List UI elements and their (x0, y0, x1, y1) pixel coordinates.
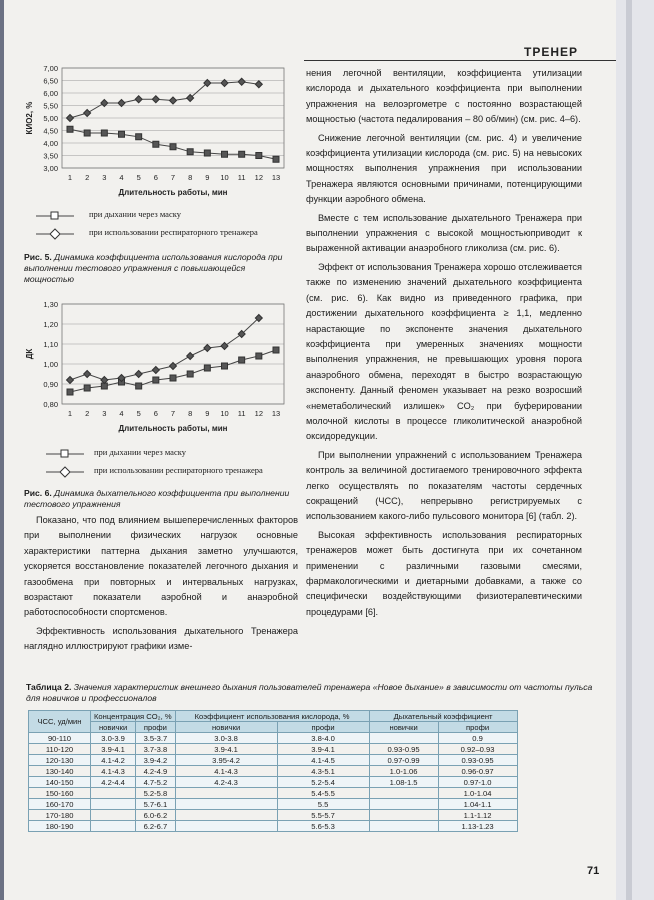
y-tick-label: 1,20 (43, 320, 58, 329)
x-tick-label: 12 (254, 409, 264, 418)
th-novice: новички (369, 722, 438, 733)
x-tick-label: 4 (119, 409, 124, 418)
table-cell: 4.2-4.9 (136, 766, 175, 777)
x-axis-label: Длительность работы, мин (118, 424, 228, 433)
data-point-diamond (221, 343, 228, 350)
fig6-caption: Рис. 6. Динамика дыхательного коэффициента при выполнении тестового упражнения (24, 488, 290, 509)
right-paragraph: Вместе с тем использование дыхательного Тренажера при выполнении упражнения с высокой мощностьюприводит к выраженной активации анаэробного гликолиза (см. рис. 6). (306, 212, 582, 254)
table-cell-hr: 160-170 (29, 799, 91, 810)
header-rule (304, 60, 616, 61)
x-tick-label: 1 (67, 173, 73, 182)
table-cell: 1.0-1.04 (438, 788, 517, 799)
table-cell: 5.2-5.4 (277, 777, 369, 788)
next-page-edge (616, 0, 654, 900)
table-cell: 6.0-6.2 (136, 810, 175, 821)
x-tick-label: 2 (85, 173, 90, 182)
table-cell: 3.9-4.1 (175, 744, 277, 755)
data-point-square (153, 377, 159, 383)
y-tick-label: 4,50 (43, 126, 58, 136)
table-cell (369, 821, 438, 832)
table-cell: 3.0-3.9 (91, 733, 136, 744)
y-tick-label: 0,90 (43, 380, 58, 389)
data-point-diamond (152, 367, 159, 374)
table-cell: 4.2-4.4 (91, 777, 136, 788)
table-cell: 0.96-0.97 (438, 766, 517, 777)
table-cell: 3.0-3.8 (175, 733, 277, 744)
y-tick-label: 1,10 (43, 340, 58, 349)
right-column-text (306, 66, 582, 623)
chart-fig5 (22, 60, 294, 205)
data-point-square (273, 347, 279, 353)
table-cell: 4.1-4.3 (175, 766, 277, 777)
left-paragraph: Эффективность использования дыхательного Тренажера наглядно иллюстрируют графики изме- (24, 625, 298, 652)
chart-fig6 (22, 296, 294, 441)
table-body (29, 733, 518, 832)
table-cell (91, 821, 136, 832)
table-cell: 4.1-4.5 (277, 755, 369, 766)
table-cell-hr: 110-120 (29, 744, 91, 755)
x-tick-label: 6 (153, 409, 158, 418)
table-cell (369, 810, 438, 821)
th-pro: профи (277, 722, 369, 733)
table-cell: 4.2-4.3 (175, 777, 277, 788)
data-point-diamond (152, 96, 159, 103)
data-point-square (256, 353, 262, 359)
data-table (28, 710, 518, 832)
data-point-square (170, 375, 176, 381)
x-tick-label: 3 (102, 409, 107, 418)
data-point-diamond (170, 97, 177, 104)
data-point-diamond (67, 115, 74, 122)
x-tick-label: 8 (188, 173, 193, 182)
table-cell-hr: 150-160 (29, 788, 91, 799)
data-point-square (84, 385, 90, 391)
fig6-legend-mask: при дыхании через маску (94, 447, 186, 457)
table-cell: 3.5-3.7 (136, 733, 175, 744)
data-point-diamond (67, 377, 74, 384)
table-row (29, 766, 518, 777)
th-dk: Дыхательный коэффициент (369, 711, 517, 722)
fig5-legend-mask: при дыхании через маску (89, 209, 181, 219)
th-pro: профи (438, 722, 517, 733)
x-tick-label: 1 (67, 409, 73, 418)
table-cell-hr: 120-130 (29, 755, 91, 766)
data-point-square (222, 363, 228, 369)
table-cell: 3.9-4.1 (91, 744, 136, 755)
data-point-square (256, 153, 262, 159)
table-cell: 1.0-1.06 (369, 766, 438, 777)
x-tick-label: 8 (188, 409, 193, 418)
y-tick-label: 1,30 (43, 300, 58, 309)
data-point-square (67, 389, 73, 395)
table-cell-hr: 140-150 (29, 777, 91, 788)
data-point-diamond (135, 371, 142, 378)
data-point-diamond (204, 345, 211, 352)
right-paragraph: нения легочной вентиляции, коэффициента утилизации кислорода и дыхательного коэффициента при выполнении упражнения на велоэргометре с постоянно возрастающей мощностью (частота педалирования – 80 об/мин) (см. рис. 4–6). (306, 68, 582, 125)
table-cell: 6.2-6.7 (136, 821, 175, 832)
data-point-diamond (255, 81, 262, 88)
table-cell: 5.6-5.3 (277, 821, 369, 832)
table-row (29, 777, 518, 788)
y-tick-label: 5,00 (43, 114, 58, 123)
table-cell (91, 788, 136, 799)
th-novice: новички (91, 722, 136, 733)
fig6-legend (44, 446, 294, 482)
table-cell: 1.04-1.1 (438, 799, 517, 810)
data-point-square (170, 144, 176, 150)
table-cell (175, 810, 277, 821)
table-row (29, 799, 518, 810)
x-tick-label: 3 (102, 173, 107, 182)
series-line-1 (70, 82, 259, 118)
data-point-square (187, 371, 193, 377)
th-co2: Концентрация CO₂, % (91, 711, 176, 722)
table-cell: 5.7-6.1 (136, 799, 175, 810)
fig6-legend-trainer: при использовании респираторного тренажера (94, 465, 263, 475)
table-cell (369, 733, 438, 744)
table-cell: 0.92–0.93 (438, 744, 517, 755)
x-tick-label: 13 (271, 409, 281, 418)
x-tick-label: 5 (136, 173, 141, 182)
table-cell: 3.95-4.2 (175, 755, 277, 766)
table-cell: 4.1-4.2 (91, 755, 136, 766)
y-tick-label: 3,50 (43, 151, 58, 161)
section-header: ТРЕНЕР (524, 45, 579, 59)
data-point-square (187, 149, 193, 155)
table-cell (369, 788, 438, 799)
table-cell (175, 799, 277, 810)
table-cell: 0.9 (438, 733, 517, 744)
table-cell: 5.5 (277, 799, 369, 810)
x-tick-label: 13 (271, 173, 281, 182)
data-point-diamond (238, 78, 245, 85)
data-point-square (273, 156, 279, 162)
th-kio: Коэффициент использования кислорода, % (175, 711, 369, 722)
x-tick-label: 5 (136, 409, 141, 418)
table-cell-hr: 170-180 (29, 810, 91, 821)
th-pro: профи (136, 722, 175, 733)
table-cell: 1.1-1.12 (438, 810, 517, 821)
table-cell: 3.9-4.2 (136, 755, 175, 766)
x-tick-label: 11 (237, 173, 246, 182)
right-paragraph: Эффект от использования Тренажера хорошо отслеживается также по изменению значений дыхательного коэффициента (см. рис. 6). Как видно из приведенного графика, при достижении дыхательного коэффициента ≥ 1,1, медленно нарастающие по экспоненте значения дыхательного коэффициента при умеренных значениях мощности выполнения упражнения, не превышающих уровня порога анаэробного обмена, переходят в быстро возрастающую экспоненту. Данный феномен указывает на резко возросший «неметаболический излишек» CO₂ при буферировании молочной кислоты в процессе гликолитической анаэробной оксидоредукции. (306, 261, 582, 442)
data-point-diamond (135, 96, 142, 103)
fig5-legend (34, 208, 294, 244)
y-tick-label: 6,50 (43, 76, 58, 86)
table-cell (175, 788, 277, 799)
table-row (29, 788, 518, 799)
table-cell-hr: 130-140 (29, 766, 91, 777)
table-cell: 0.93-0.95 (438, 755, 517, 766)
table-cell: 3.9-4.1 (277, 744, 369, 755)
data-point-diamond (187, 353, 194, 360)
table-cell (369, 799, 438, 810)
x-tick-label: 9 (205, 173, 210, 182)
data-point-square (67, 126, 73, 132)
table-cell: 5.5-5.7 (277, 810, 369, 821)
x-tick-label: 11 (237, 409, 246, 418)
x-tick-label: 9 (205, 409, 210, 418)
y-axis-label: КИО2, % (25, 101, 34, 135)
table-cell: 4.1-4.3 (91, 766, 136, 777)
table-row (29, 744, 518, 755)
x-tick-label: 2 (85, 409, 90, 418)
fig5-caption: Рис. 5. Динамика коэффициента использования кислорода при выполнении тестового упражнения с повышающейся мощностью (24, 252, 283, 284)
table-cell: 4.7-5.2 (136, 777, 175, 788)
y-tick-label: 6,00 (43, 89, 58, 98)
table-row (29, 733, 518, 744)
y-tick-label: 3,00 (43, 164, 58, 173)
series-line-1 (70, 318, 259, 380)
y-tick-label: 7,00 (43, 64, 58, 73)
right-paragraph: Высокая эффективность использования респираторных тренажеров может быть достигнута при их сочетанном применении с различными газовыми смесями, фармакологическими и диетарными добавками, а также со специфически воздействующими физиотерапевтическими процедурами [6]. (306, 529, 582, 617)
data-point-square (136, 134, 142, 140)
right-paragraph: Снижение легочной вентиляции (см. рис. 4) и увеличение коэффициента утилизации кислорода (см. рис. 5) на невысоких мощностях выполнения упражнения при использовании Тренажера являются основными причинами, потенцирующими функции аэробного обмена. (306, 132, 582, 205)
table-cell: 3.8-4.0 (277, 733, 369, 744)
y-axis-label: ДК (25, 348, 34, 360)
table-caption: Таблица 2. Значения характеристик внешнего дыхания пользователей тренажера «Новое дыхание» в зависимости от частоты пульса для новичков и профессионалов (26, 682, 593, 703)
x-axis-label: Длительность работы, мин (118, 188, 228, 197)
y-tick-label: 0,80 (43, 400, 58, 409)
plot-frame (62, 304, 284, 404)
table-cell (91, 810, 136, 821)
table-cell: 0.93-0.95 (369, 744, 438, 755)
th-novice: новички (175, 722, 277, 733)
data-point-square (119, 131, 125, 137)
data-point-square (222, 151, 228, 157)
table-cell (91, 799, 136, 810)
data-point-square (239, 151, 245, 157)
data-point-square (204, 150, 210, 156)
table-cell-hr: 90-110 (29, 733, 91, 744)
x-tick-label: 7 (170, 409, 176, 418)
x-tick-label: 12 (254, 173, 264, 182)
page-number: 71 (587, 865, 600, 877)
data-point-diamond (170, 363, 177, 370)
table-row (29, 821, 518, 832)
left-column-text (24, 513, 298, 658)
x-tick-label: 4 (119, 173, 124, 182)
x-tick-label: 6 (153, 173, 158, 182)
table-cell: 4.3-5.1 (277, 766, 369, 777)
table-cell: 5.2-5.8 (136, 788, 175, 799)
left-paragraph: Показано, что под влиянием вышеперечисленных факторов при выполнении физических нагрузок основные характеристики паттерна дыхания заметно улучшаются, ускоряется восстановление показателей легочного дыхания и газообмена при повторных и интервальных нагрузках, возрастают показатели аэробной и анаэробной работоспособности спортсменов. (24, 515, 298, 618)
y-tick-label: 4,00 (43, 139, 58, 148)
data-point-square (204, 365, 210, 371)
y-tick-label: 1,00 (43, 360, 58, 369)
data-point-diamond (84, 110, 91, 117)
right-paragraph: При выполнении упражнений с использованием Тренажера контроль за величиной достигаемого тренировочного эффекта легко осуществлять по показателям частоты сердечных сокращений (ЧСС), непрерывно регистрируемых с использованием какого-либо пульсового монитора [6] (табл. 2). (306, 449, 582, 522)
table-cell (175, 821, 277, 832)
table-row (29, 810, 518, 821)
data-point-diamond (101, 377, 108, 384)
x-tick-label: 10 (220, 173, 229, 182)
th-hr: ЧСС, уд/мин (29, 711, 91, 733)
y-tick-label: 5,50 (43, 101, 58, 111)
table-cell: 1.13-1.23 (438, 821, 517, 832)
data-point-square (84, 130, 90, 136)
table-cell-hr: 180-190 (29, 821, 91, 832)
data-point-square (101, 130, 107, 136)
table-cell: 0.97-1.0 (438, 777, 517, 788)
fig5-legend-trainer: при использовании респираторного тренажера (89, 227, 258, 237)
table-cell: 0.97-0.99 (369, 755, 438, 766)
magazine-page (4, 0, 616, 900)
data-point-square (136, 383, 142, 389)
data-point-square (153, 141, 159, 147)
table-cell: 3.7-3.8 (136, 744, 175, 755)
table-cell: 1.08-1.5 (369, 777, 438, 788)
data-point-diamond (84, 371, 91, 378)
table-cell: 5.4-5.5 (277, 788, 369, 799)
x-tick-label: 10 (220, 409, 229, 418)
x-tick-label: 7 (170, 173, 176, 182)
data-point-square (239, 357, 245, 363)
table-row (29, 755, 518, 766)
